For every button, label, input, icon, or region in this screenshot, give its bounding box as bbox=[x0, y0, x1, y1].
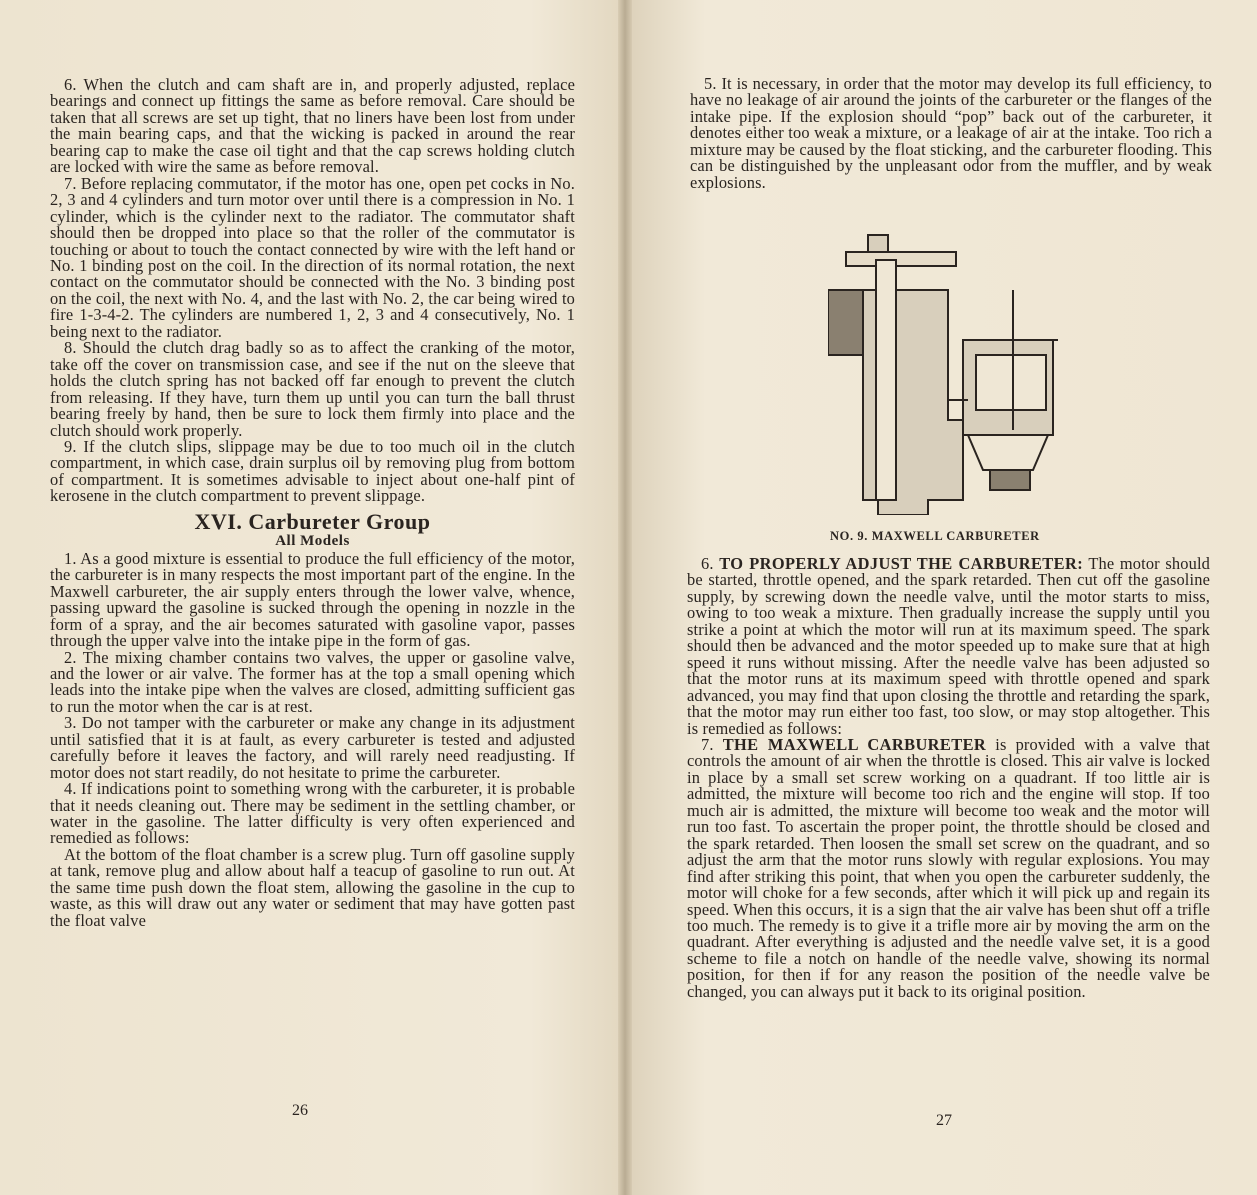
paragraph: 3. Do not tamper with the carbureter or make any change in its adjustment until satisfied that it is at fault, as every carbureter is tested and adjusted carefully before it leaves the factory, and will rarely need readjusting. If motor does not start readily, do not hesitate to prime the carbureter. bbox=[50, 713, 575, 782]
paragraph: 4. If indications point to something wrong with the carbureter, it is probable that it needs cleaning out. There may be sediment in the settling chamber, or water in the gasoline. The latter difficulty is very often experienced and remedied as follows: bbox=[50, 779, 575, 848]
paragraph: 2. The mixing chamber contains two valves, the upper or gasoline valve, and the lower or air valve. The former has at the top a small opening which leads into the intake pipe when the valves are closed, admitting sufficient gas to run the motor when the car is at rest. bbox=[50, 647, 575, 716]
paragraph-body: is provided with a valve that controls the amount of air when the throttle is closed. This air valve is locked in place by a small set screw working on a quadrant. If too little air is admitted, the mixture will become too rich and the engine will stop. If too much air is admitted, the mixture will become too weak and the motor will run too fast. To ascertain the proper point, the throttle should be closed and the spark retarded. Then loosen the small set screw on the quadrant, and so adjust the arm that the motor runs slowly with regular explosions. You may find after striking this point, that when you open the carbureter suddenly, the motor will choke for a few seconds, after which it will pick up and regain its speed. When this occurs, it is a sign that the air valve has been shut off a trifle too much. The remedy is to give it a trifle more air by moving the arm on the quadrant. After everything is adjusted and the needle valve set, it is a good scheme to file a notch on handle of the needle valve, showing its normal position, for then if for any reason the position of the needle valve be changed, you can always put it back to its original position. bbox=[687, 734, 1210, 1001]
paragraph: At the bottom of the float chamber is a screw plug. Turn off gasoline supply at tank, remove plug and allow about half a teacup of gasoline to run out. At the same time push down the float stem, allowing the gasoline in the cup to waste, as this will draw out any water or sediment that may have gotten past the float valve bbox=[50, 844, 575, 930]
section-heading: XVI. Carbureter Group bbox=[194, 508, 431, 534]
paragraph bbox=[687, 556, 1210, 737]
paragraph bbox=[687, 734, 1210, 1001]
paragraph: 9. If the clutch slips, slippage may be due to too much oil in the clutch compartment, in which case, drain surplus oil by removing plug from bottom of compartment. It is sometimes advisable to inject about one-half pint of kerosene in the clutch compartment to prevent slippage. bbox=[50, 436, 575, 506]
paragraph-number: 7. bbox=[701, 734, 714, 754]
page-number-left: 26 bbox=[292, 1102, 308, 1119]
paragraph-number: 6. bbox=[701, 554, 714, 573]
left-page-text bbox=[50, 77, 575, 929]
figure-caption: NO. 9. MAXWELL CARBURETER bbox=[830, 529, 1040, 543]
page-number-right: 27 bbox=[936, 1112, 952, 1129]
book-gutter bbox=[618, 0, 632, 1195]
paragraph: 1. As a good mixture is essential to produce the full efficiency of the motor, the carbureter is in many respects the most important part of the engine. In the Maxwell carbureter, the air supply enters through the lower valve, whence, passing upward the gasoline is sucked through the opening in nozzle in the form of a spray, and the air becomes saturated with gasoline vapor, passes through the upper valve into the intake pipe in the form of gas. bbox=[50, 548, 575, 651]
paragraph: 7. Before replacing commutator, if the motor has one, open pet cocks in No. 2, 3 and 4 cylinders and turn motor over until there is a compression in No. 1 cylinder, which is the cylinder next to the radiator. The commutator shaft should then be dropped into place so that the roller of the commutator is touching or about to touch the contact connected by wire with the left hand or No. 1 binding post on the coil. In the direction of its normal rotation, the next contact on the commutator should be connected with the No. 3 binding post on the coil, the next with No. 4, and the last with No. 2, the car being wired to fire 1-3-4-2. The cylinders are numbered 1, 2, 3 and 4 consecutively, No. 1 being next to the radiator. bbox=[50, 173, 575, 341]
paragraph-heading: THE MAXWELL CARBURETER bbox=[722, 734, 987, 754]
right-page-text-bottom bbox=[687, 556, 1210, 1000]
paragraph: 8. Should the clutch drag badly so as to affect the cranking of the motor, take off the cover on transmission case, and see if the nut on the sleeve that holds the clutch spring has not backed off far enough to prevent the clutch from releasing. If they have, turn them up until you can turn the ball thrust bearing freely by hand, then be sure to lock them firmly into place and the clutch should work properly. bbox=[50, 338, 575, 440]
paragraph: 6. When the clutch and cam shaft are in, and properly adjusted, replace bearings and connect up fittings the same as before removal. Care should be taken that all screws are set up tight, that no liners have been lost from under the main bearing caps, and that the wicking is packed in around the rear bearing cap to make the case oil tight and that the cap screws holding clutch are locked with wire the same as before removal. bbox=[50, 75, 575, 177]
right-page-text-top bbox=[690, 76, 1212, 191]
section-subheading: All Models bbox=[275, 532, 350, 549]
paragraph-heading: TO PROPERLY ADJUST THE CARBURETER: bbox=[719, 554, 1084, 573]
paragraph-body: The motor should be started, throttle opened, and the spark retarded. Then cut off the gasoline supply, by screwing down the needle valve, until the motor starts to miss, owing to too weak a mixture. Then gradually increase the supply until you strike a point at which the motor will run at its maximum speed. The spark should then be advanced and the motor speeded up to make sure that at high speed it runs without missing. After the needle valve has been adjusted so that the motor runs at its maximum speed with throttle opened and spark advanced, you may find that upon closing the throttle and retarding the spark, that the motor may run either too fast, too slow, or may stop altogether. This is remedied as follows: bbox=[687, 554, 1210, 738]
carbureter-illustration bbox=[828, 230, 1058, 515]
paragraph: 5. It is necessary, in order that the motor may develop its full efficiency, to have no leakage of air around the joints of the carbureter or the flanges of the intake pipe. If the explosion should “pop” back out of the carbureter, it denotes either too weak a mixture, or a leakage of air at the intake. Too rich a mixture may be caused by the float sticking, and the carbureter flooding. This can be distinguished by the unpleasant odor from the muffler, and by weak explosions. bbox=[690, 74, 1212, 192]
